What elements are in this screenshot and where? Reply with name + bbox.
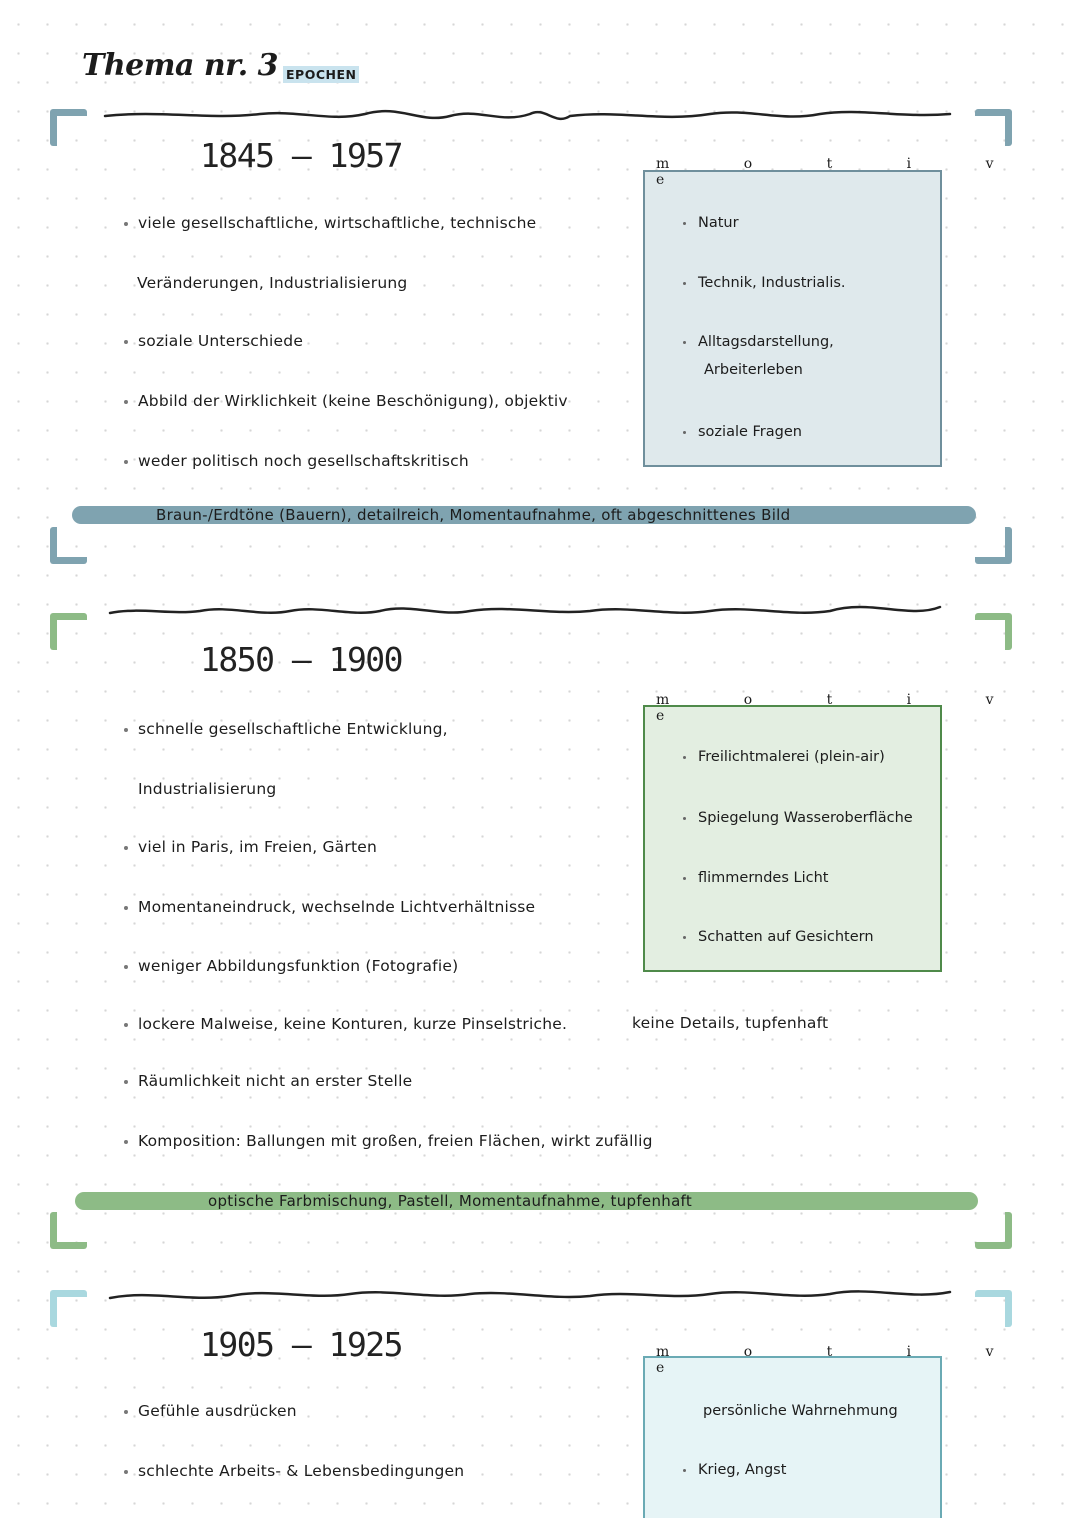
summary-text-impressionismus: optische Farbmischung, Pastell, Momentaufnahme, tupfenhaft xyxy=(208,1192,693,1210)
bullet-item: schnelle gesellschaftliche Entwicklung, xyxy=(124,720,448,738)
bracket-top-right xyxy=(975,613,1012,650)
bracket-top-left xyxy=(50,1290,87,1327)
motive-label: m o t i v e xyxy=(656,156,1029,188)
motive-item: flimmerndes Licht xyxy=(683,870,828,886)
bullet-continuation: keine Details, tupfenhaft xyxy=(632,1014,829,1032)
bracket-bottom-right xyxy=(975,1212,1012,1249)
section-heading-impressionismus xyxy=(100,585,960,639)
years-expressionismus: 1905 – 1925 xyxy=(200,1325,403,1364)
bracket-bottom-left xyxy=(50,1212,87,1249)
motive-box-realismus xyxy=(643,170,942,467)
motive-item-continuation: Arbeiterleben xyxy=(704,362,803,378)
bullet-continuation: Veränderungen, Industrialisierung xyxy=(137,274,408,292)
motive-item: soziale Fragen xyxy=(683,424,802,440)
bullet-item: Abbild der Wirklichkeit (keine Beschönigung), objektiv xyxy=(124,392,568,410)
bracket-bottom-right xyxy=(975,527,1012,564)
bullet-item: schlechte Arbeits- & Lebensbedingungen xyxy=(124,1462,464,1480)
section-heading-expressionismus xyxy=(100,1270,960,1324)
motive-box-expressionismus xyxy=(643,1356,942,1518)
motive-label: m o t i v e xyxy=(656,1344,1029,1376)
bullet-item: viele gesellschaftliche, wirtschaftliche, technische xyxy=(124,214,536,232)
motive-item: persönliche Wahrnehmung xyxy=(703,1403,898,1419)
motive-item: Natur xyxy=(683,215,739,231)
bullet-item: Komposition: Ballungen mit großen, freien Flächen, wirkt zufällig xyxy=(124,1132,653,1150)
bullet-continuation: Industrialisierung xyxy=(138,780,277,798)
motive-item: Freilichtmalerei (plein-air) xyxy=(683,749,885,765)
bullet-item: soziale Unterschiede xyxy=(124,332,303,350)
bracket-top-left xyxy=(50,613,87,650)
heading-text: realismus xyxy=(105,96,685,126)
motive-item: Schatten auf Gesichtern xyxy=(683,929,874,945)
bracket-top-left xyxy=(50,109,87,146)
bracket-top-right xyxy=(975,1290,1012,1327)
bullet-item: Momentaneindruck, wechselnde Lichtverhältnisse xyxy=(124,898,535,916)
bracket-bottom-left xyxy=(50,527,87,564)
bullet-item: Gefühle ausdrücken xyxy=(124,1402,297,1420)
page-title: Thema nr. 3 xyxy=(82,48,278,83)
heading-text: expressionismus xyxy=(105,1300,114,1301)
motive-item: Krieg, Angst xyxy=(683,1462,786,1478)
bullet-item: lockere Malweise, keine Konturen, kurze Pinselstriche. xyxy=(124,1015,567,1033)
bracket-top-right xyxy=(975,109,1012,146)
bullet-item: weder politisch noch gesellschaftskritisch xyxy=(124,452,469,470)
summary-text-realismus: Braun-/Erdtöne (Bauern), detailreich, Momentaufnahme, oft abgeschnittenes Bild xyxy=(156,506,791,524)
bullet-item: weniger Abbildungsfunktion (Fotografie) xyxy=(124,957,458,975)
motive-item: Alltagsdarstellung, xyxy=(683,334,834,350)
motive-box-impressionismus xyxy=(643,705,942,972)
topic-tag: EPOCHEN xyxy=(283,66,359,83)
motive-item: Spiegelung Wasseroberfläche xyxy=(683,810,913,826)
years-realismus: 1845 – 1957 xyxy=(200,136,403,175)
bullet-item: viel in Paris, im Freien, Gärten xyxy=(124,838,377,856)
heading-text: impressionismus xyxy=(105,615,114,616)
motive-label: m o t i v e xyxy=(656,692,1029,724)
years-impressionismus: 1850 – 1900 xyxy=(200,640,403,679)
bullet-item: Räumlichkeit nicht an erster Stelle xyxy=(124,1072,412,1090)
motive-item: Technik, Industrialis. xyxy=(683,275,846,291)
